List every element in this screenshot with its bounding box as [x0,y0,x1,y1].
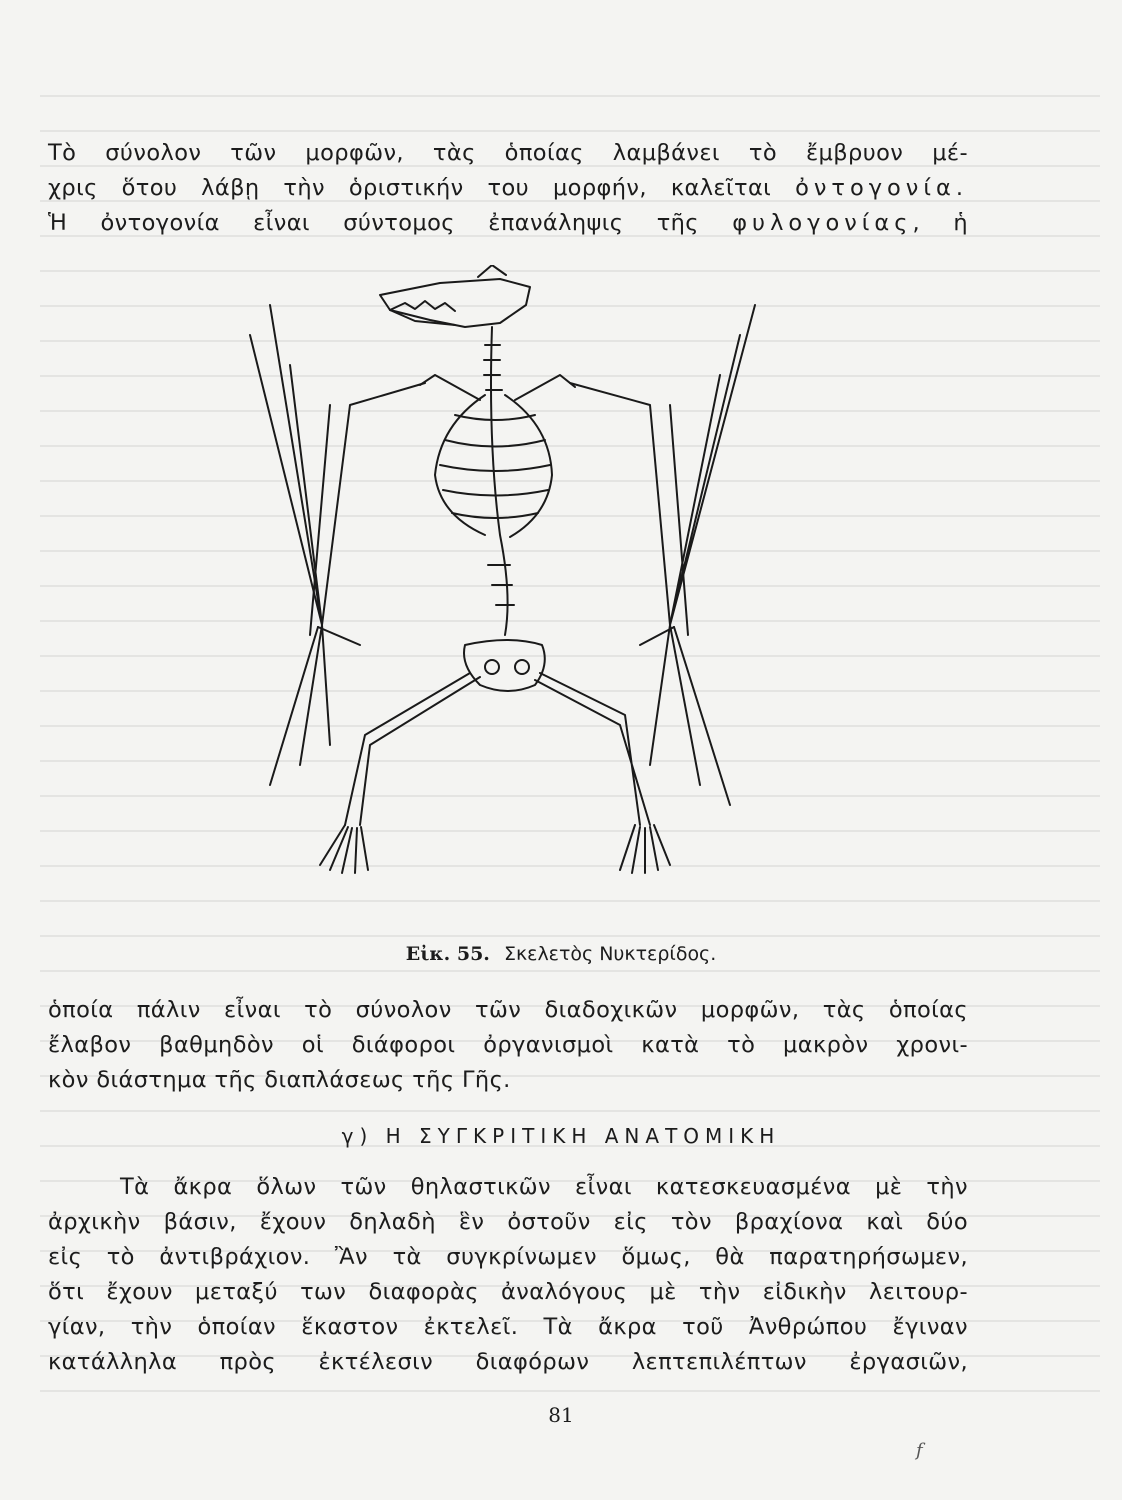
text-line: ὅτι ἔχουν μεταξύ των διαφορὰς ἀναλόγους μὲ τὴν εἰδικὴν λειτουρ- [48,1279,968,1305]
bat-skeleton-illustration [230,265,990,930]
figure-caption-text: Σκελετὸς Νυκτερίδος. [503,943,717,965]
text-line: ἔλαβον βαθμηδὸν οἱ διάφοροι ὀργανισμοὶ κατὰ τὸ μακρὸν χρονι- [48,1032,968,1058]
text-line: κατάλληλα πρὸς ἐκτέλεσιν διαφόρων λεπτεπιλέπτων ἐργασιῶν, [48,1349,968,1375]
paragraph-2 [48,993,968,1098]
text-line: ὁποία πάλιν εἶναι τὸ σύνολον τῶν διαδοχικῶν μορφῶν, τὰς ὁποίας [48,997,968,1023]
figure-label: Εἰκ. 55. [405,943,490,965]
text-line: Ἡ ὀντογονία εἶναι σύντομος ἐπανάληψις τῆς φυλογονίας, ἡ [48,210,968,236]
term-ontogony: ὀντογονία. [795,175,968,201]
margin-mark: f [916,1440,923,1461]
text-line: χρις ὅτου λάβῃ τὴν ὁριστικήν του μορφήν, καλεῖται ὀντογονία. [48,175,968,201]
page-number: 81 [548,1403,574,1427]
paragraph-3 [48,1170,968,1380]
text-line: Τὰ ἄκρα ὅλων τῶν θηλαστικῶν εἶναι κατεσκευασμένα μὲ τὴν [120,1174,968,1200]
text-line: ἀρχικὴν βάσιν, ἔχουν δηλαδὴ ἓν ὀστοῦν εἰς τὸν βραχίονα καὶ δύο [48,1209,968,1235]
section-heading: γ) Η ΣΥΓΚΡΙΤΙΚΗ ΑΝΑΤΟΜΙΚΗ [341,1124,781,1148]
paragraph-1 [48,136,968,241]
text-line: κὸν διάστημα τῆς διαπλάσεως τῆς Γῆς. [48,1067,511,1093]
text-line: εἰς τὸ ἀντιβράχιον. Ἂν τὰ συγκρίνωμεν ὅμως, θὰ παρατηρήσωμεν, [48,1244,968,1270]
figure-caption [0,943,1122,965]
text-line: Τὸ σύνολον τῶν μορφῶν, τὰς ὁποίας λαμβάνει τὸ ἔμβρυον μέ- [48,140,968,166]
term-phylogony: φυλογονίας [732,210,913,236]
text-line: γίαν, τὴν ὁποίαν ἕκαστον ἐκτελεῖ. Τὰ ἄκρα τοῦ Ἀνθρώπου ἔγιναν [48,1314,968,1340]
